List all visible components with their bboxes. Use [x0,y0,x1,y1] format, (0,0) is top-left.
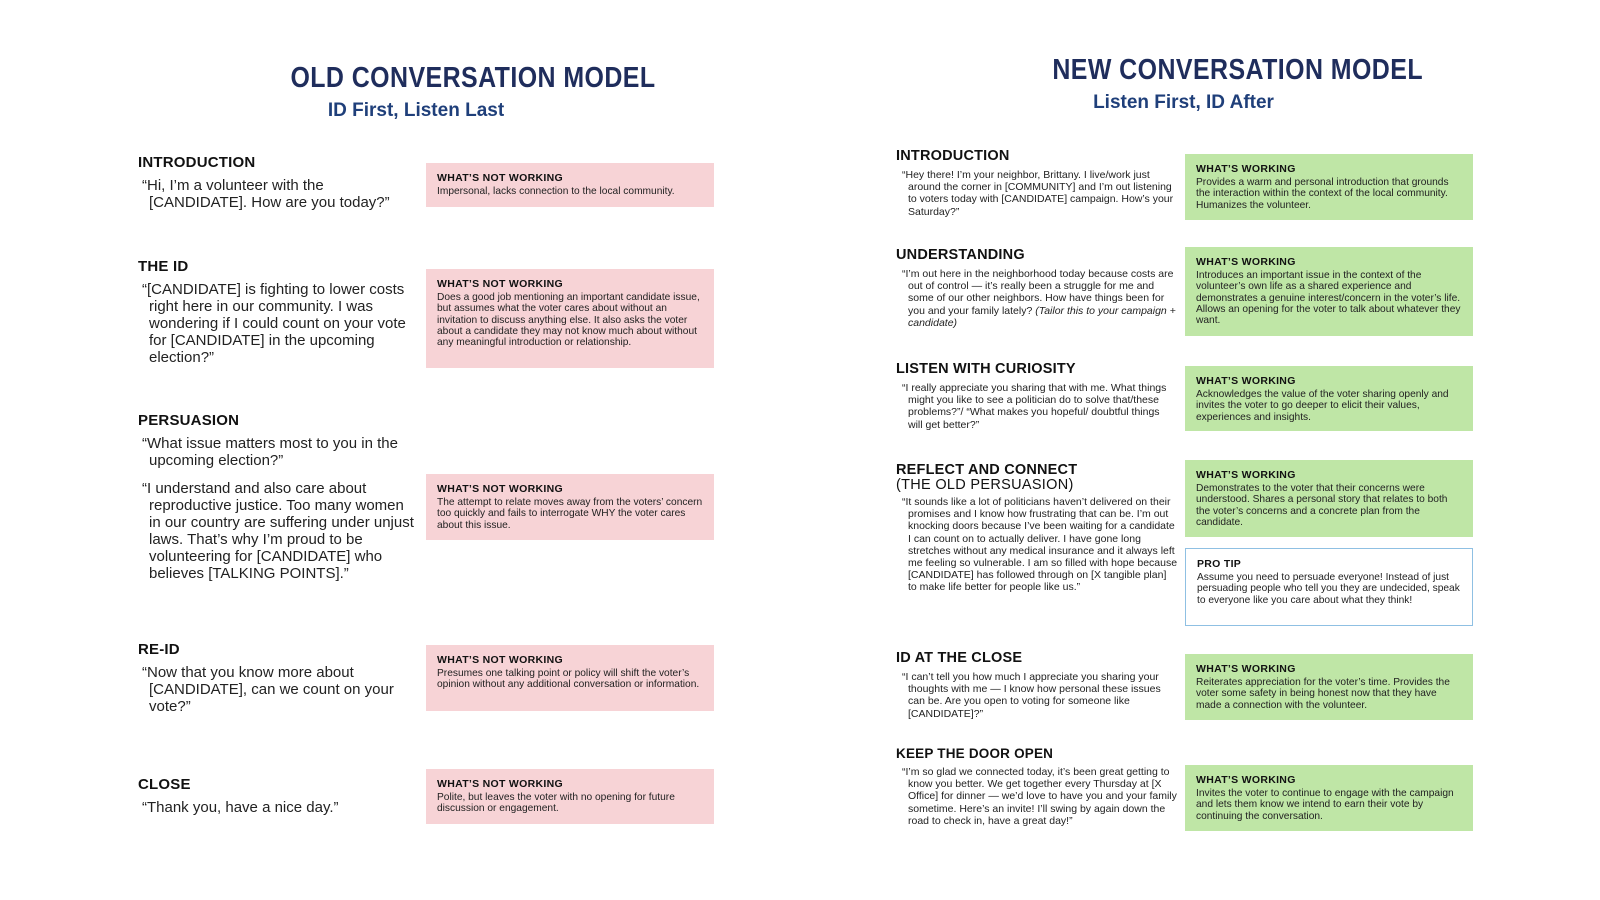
box-label: WHAT’S NOT WORKING [437,278,563,290]
box-text: Impersonal, lacks connection to the local community. [437,186,675,197]
not-working-box-introduction [426,163,714,207]
pro-tip-label: PRO TIP [1197,558,1242,570]
section-heading: UNDERSTANDING [896,247,1025,263]
section-quote: “Now that you know more about [CANDIDATE], can we count on your vote?” [142,664,394,715]
box-label: WHAT’S NOT WORKING [437,654,563,666]
box-text: Presumes one talking point or policy will shift the voter’s opinion without any additional conversation or information. [437,668,700,691]
new-section-listen-with-curiosity [896,361,1171,431]
working-box-keep-the-door-open [1185,765,1473,831]
working-box-id-at-the-close [1185,654,1473,720]
old-section-introduction [138,154,408,211]
box-label: WHAT’S WORKING [1196,375,1296,387]
box-text: Polite, but leaves the voter with no opening for future discussion or engagement. [437,792,675,815]
new-section-understanding [896,247,1176,329]
new-section-reflect-and-connect [896,462,1178,594]
box-label: WHAT’S NOT WORKING [437,172,563,184]
section-quote [896,268,1176,329]
section-quote: “What issue matters most to you in the upcoming election?” [142,435,398,469]
section-quote: “Hey there! I’m your neighbor, Brittany. I live/work just around the corner in [COMMUNITY] and I’m out listening to voters today with [CANDIDATE] campaign. How’s your Saturday?” [902,169,1174,218]
box-text: Does a good job mentioning an important candidate issue, but assumes what the voter cares about without an invitation to discuss anything else. It also asks the voter about a candidate they may not know much about without any meaningful introduction or relationship. [437,292,700,349]
new-model-subtitle: Listen First, ID After [1093,92,1274,113]
new-section-introduction [896,148,1174,218]
section-subheading: (THE OLD PERSUASION) [896,477,1074,493]
working-box-introduction [1185,154,1473,220]
pro-tip-text: Assume you need to persuade everyone! Instead of just persuading people who tell you they are undecided, speak to everyone like you care about what they think! [1197,572,1460,606]
section-quote: “[CANDIDATE] is fighting to lower costs right here in our community. I was wondering if I could count on your vote for [CANDIDATE] in the upcoming election?” [142,281,406,366]
box-label: WHAT’S WORKING [1196,774,1296,786]
old-section-close [138,776,408,816]
box-label: WHAT’S WORKING [1196,163,1296,175]
new-section-keep-the-door-open [896,746,1178,827]
old-model-title: OLD CONVERSATION MODEL [290,62,656,94]
not-working-box-close [426,769,714,824]
section-quote: “I really appreciate you sharing that with me. What things might you like to see a politician do to solve that/these problems?”/ “What makes you hopeful/ doubtful things will get better?” [902,382,1167,431]
box-label: WHAT’S NOT WORKING [437,483,563,495]
section-heading: RE-ID [138,641,180,658]
not-working-box-the-id [426,269,714,368]
section-heading: THE ID [138,258,189,275]
box-text: Demonstrates to the voter that their concerns were understood. Shares a personal story that relates to both the voter’s concerns and a concrete plan from the candidate. [1196,483,1448,528]
not-working-box-re-id [426,645,714,711]
box-text: Provides a warm and personal introduction that grounds the interaction within the context of the local community. Humanizes the volunteer. [1196,177,1449,211]
old-model-subtitle: ID First, Listen Last [327,100,505,121]
section-quote: “Hi, I’m a volunteer with the [CANDIDATE]. How are you today?” [142,177,390,211]
section-heading: INTRODUCTION [896,148,1010,164]
section-quote: “I can’t tell you how much I appreciate you sharing your thoughts with me — I know how personal these issues can be. Are you open to voting for someone like [CANDIDATE]?” [902,671,1161,720]
section-quote: “It sounds like a lot of politicians haven’t delivered on their promises and I know how frustrating that can be. I’m out knocking doors because I’ve been waiting for a candidate I can count on to actually deliver. I have gone long stretches without any medical insurance and it always left me feeling so vulnerable. I am so filled with hope because [CANDIDATE] has followed through on [X tangible plan] to make life better for people like us.” [902,496,1178,594]
section-quote: “I understand and also care about reproductive justice. Too many women in our country are suffering under unjust laws. That’s why I’m proud to be volunteering for [CANDIDATE] who believes [TALKING POINTS].” [142,480,414,582]
pro-tip-box [1185,548,1473,626]
quote-text: “I’m out here in the neighborhood today because costs are out of control — it’s really been a struggle for me and some of our other neighbors. How have things been for you and your family lately? [902,268,1174,317]
section-quote: “I’m so glad we connected today, it’s been great getting to know you better. We get together every Thursday at [X Office] for dinner — we’d love to have you and your family sometime. Here’s an invite! I’ll swing by again down the road to check in, have a great day!” [902,766,1177,827]
section-heading: ID AT THE CLOSE [896,650,1023,666]
section-heading: CLOSE [138,776,191,793]
old-section-re-id [138,641,408,715]
old-section-the-id [138,258,413,366]
not-working-box-persuasion [426,474,714,540]
section-heading: KEEP THE DOOR OPEN [896,746,1054,761]
box-text: The attempt to relate moves away from the voters’ concern too quickly and fails to interrogate WHY the voter cares about this issue. [437,497,703,531]
section-quote: “Thank you, have a nice day.” [142,799,339,816]
box-text: Invites the voter to continue to engage with the campaign and lets them know we intend to earn their vote by continuing the conversation. [1196,788,1454,822]
section-heading: LISTEN WITH CURIOSITY [896,361,1076,377]
new-model-title: NEW CONVERSATION MODEL [1052,54,1423,86]
quote-tailor-note: (Tailor this to your campaign + candidate) [908,304,1176,329]
new-section-id-at-the-close [896,650,1176,720]
section-heading: INTRODUCTION [138,154,256,171]
box-label: WHAT’S WORKING [1196,663,1296,675]
working-box-understanding [1185,247,1473,336]
old-section-persuasion [138,412,418,582]
working-box-reflect-and-connect [1185,460,1473,537]
box-text: Acknowledges the value of the voter sharing openly and invites the voter to go deeper to elicit their values, experiences and insights. [1196,389,1449,423]
box-label: WHAT’S WORKING [1196,256,1296,268]
working-box-listen-with-curiosity [1185,366,1473,431]
box-text: Introduces an important issue in the context of the volunteer’s own life as a shared experience and demonstrates a genuine interest/concern in the voter’s life. Allows an opening for the voter to talk about whatever they want. [1196,270,1461,327]
section-heading: PERSUASION [138,412,240,429]
box-label: WHAT’S NOT WORKING [437,778,563,790]
box-label: WHAT’S WORKING [1196,469,1296,481]
box-text: Reiterates appreciation for the voter’s time. Provides the voter some safety in being honest now that they have made a connection with the volunteer. [1196,677,1450,711]
section-heading: REFLECT AND CONNECT [896,462,1078,478]
